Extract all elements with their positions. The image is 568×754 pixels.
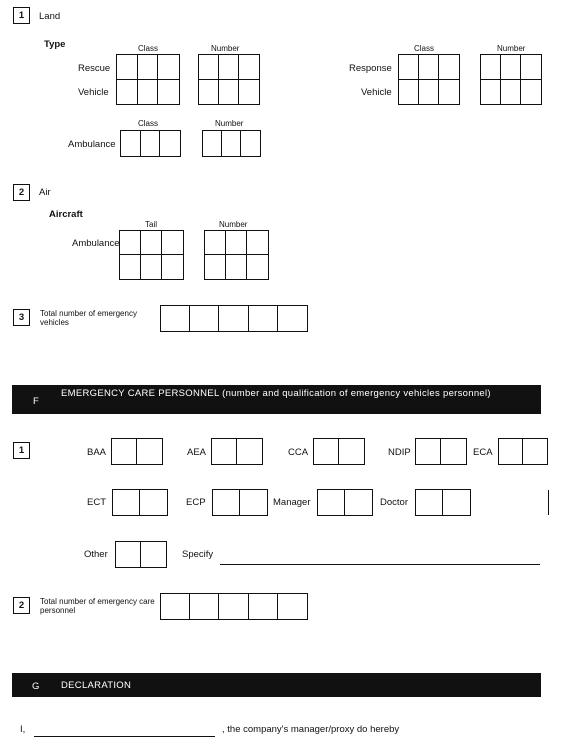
declarant-name-line[interactable] xyxy=(34,736,215,737)
rescue-vehicle-label: Vehicle xyxy=(78,87,109,98)
ect-boxes[interactable] xyxy=(112,489,168,516)
ndip-label: NDIP xyxy=(388,447,411,458)
section-f-letter: F xyxy=(33,396,39,407)
aea-boxes[interactable] xyxy=(211,438,263,465)
eca-label: ECA xyxy=(473,447,493,458)
aircraft-heading: Aircraft xyxy=(49,209,83,220)
item-number-personnel: 1 xyxy=(13,442,30,459)
air-ambulance-label: Ambulance xyxy=(72,238,120,249)
baa-boxes[interactable] xyxy=(111,438,163,465)
other-label: Other xyxy=(84,549,108,560)
section-g-title: DECLARATION xyxy=(61,680,132,691)
tail-label: Tail xyxy=(145,220,158,229)
baa-label: BAA xyxy=(87,447,107,458)
declaration-suffix: , the company's manager/proxy do hereby xyxy=(222,724,400,735)
specify-label: Specify xyxy=(182,549,214,560)
rescue-class-label: Class xyxy=(138,44,159,53)
response-number-label: Number xyxy=(497,44,526,53)
aea-label: AEA xyxy=(187,447,207,458)
land-ambulance-number-boxes[interactable] xyxy=(202,130,261,157)
air-label: Air xyxy=(39,187,51,198)
rescue-label: Rescue xyxy=(78,63,111,74)
manager-label: Manager xyxy=(273,497,311,508)
eca-boxes[interactable] xyxy=(498,438,548,465)
item-number-total-personnel: 2 xyxy=(13,597,30,614)
land-ambulance-class-boxes[interactable] xyxy=(120,130,181,157)
section-g-header xyxy=(12,673,541,697)
aircraft-number-boxes[interactable] xyxy=(204,230,269,280)
section-f-header xyxy=(12,385,541,414)
cca-label: CCA xyxy=(288,447,309,458)
item-number-land: 1 xyxy=(13,7,30,24)
section-g-letter: G xyxy=(32,681,40,692)
doctor-label: Doctor xyxy=(380,497,408,508)
response-vehicle-label: Vehicle xyxy=(361,87,392,98)
right-margin-mark xyxy=(548,490,549,515)
rescue-vehicle-class-boxes[interactable] xyxy=(116,54,180,105)
rescue-vehicle-number-boxes[interactable] xyxy=(198,54,260,105)
aircraft-number-label: Number xyxy=(219,220,248,229)
ecp-boxes[interactable] xyxy=(212,489,268,516)
aircraft-tail-boxes[interactable] xyxy=(119,230,184,280)
response-class-label: Class xyxy=(414,44,435,53)
doctor-boxes[interactable] xyxy=(415,489,471,516)
ambulance-number-label: Number xyxy=(215,119,244,128)
item-number-air: 2 xyxy=(13,184,30,201)
response-vehicle-number-boxes[interactable] xyxy=(480,54,542,105)
declaration-prefix: I, xyxy=(20,724,26,735)
ect-label: ECT xyxy=(87,497,106,508)
section-f-title: EMERGENCY CARE PERSONNEL (number and qualification of emergency vehicles personnel) xyxy=(61,388,491,399)
response-vehicle-class-boxes[interactable] xyxy=(398,54,460,105)
cca-boxes[interactable] xyxy=(313,438,365,465)
total-vehicles-boxes[interactable] xyxy=(160,305,308,332)
manager-boxes[interactable] xyxy=(317,489,373,516)
land-label: Land xyxy=(39,11,61,22)
other-boxes[interactable] xyxy=(115,541,167,568)
ambulance-class-label: Class xyxy=(138,119,159,128)
specify-input-line[interactable] xyxy=(220,564,540,565)
ndip-boxes[interactable] xyxy=(415,438,467,465)
type-heading: Type xyxy=(44,39,66,50)
total-personnel-boxes[interactable] xyxy=(160,593,308,620)
land-ambulance-label: Ambulance xyxy=(68,139,116,150)
item-number-total-vehicles: 3 xyxy=(13,309,30,326)
total-personnel-label: Total number of emergency care personnel xyxy=(40,597,155,616)
ecp-label: ECP xyxy=(186,497,206,508)
rescue-number-label: Number xyxy=(211,44,240,53)
total-vehicles-label: Total number of emergency vehicles xyxy=(40,309,137,328)
response-label: Response xyxy=(349,63,392,74)
